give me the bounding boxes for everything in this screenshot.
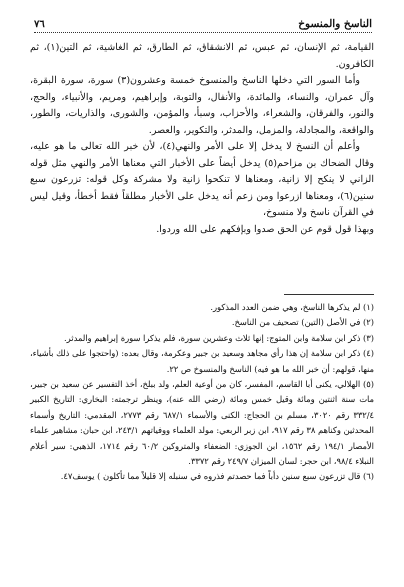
footnotes [30,300,374,485]
footnote: (٣) ذكر ابن سلامة وابن المتوج: إنها ثلاث وعشرين سورة، فلم يذكرا سورة إبراهيم والمدثر. [64,332,374,343]
page-header [34,12,372,33]
body-paragraph: وأعلم أن النسخ لا يدخل إلا على الأمر والنهي(٤)، لأن خبر الله تعالى ما هو عليه، وقال الضحاك بن مزاحم(٥) يدخل أيضاً على الأخبار التي معناها الأمر والنهي مثل قوله الزاني لا ينكح إلا زانية، ومعناها لا تنكحوا زانية ولا مشركة وكل قوله: تزرعون سبع سنين(٦)، ومعناها ازرعوا ومن زعم أنه يدخل على الأخبار مطلقاً فقط أخطأ، وقيل ليس في القرآن ناسخ ولا منسوخ، [30,141,374,218]
footnote: (١) لم يذكرها الناسخ، وهي ضمن العدد المذكور. [210,302,374,312]
body-paragraph: وبهذا قول قوم عن الحق صدوا وبإفكهم على الله وردوا. [156,223,374,235]
body-paragraph: وأما السور التي دخلها الناسخ والمنسوخ خمسة وعشرون(٣) سورة، سورة البقرة، وآل عمران، والنساء، والمائدة، والأنفال، والتوبة، وإبراهيم، ومريم، والأنبياء، والحج، والنور، والفرقان، والشعراء، والأحزاب، وسبأ، والمؤمن، والشورى، والذاريات، والطور، والواقعة، والمجادلة، والمزمل، والمدثر، والتكوير، والعصر. [30,75,374,136]
main-text [30,40,374,238]
footnote: (٦) قال تزرعون سبع سنين دأباً فما حصدتم فذروه في سنبله إلا قليلاً مما تأكلون ) يوسف٤٧. [60,471,374,482]
footnote-divider [284,294,374,295]
page-number: ٧٦ [34,19,45,30]
running-title: الناسخ والمنسوخ [298,18,372,30]
footnote: (٢) في الأصل (التين) تصحيف من الناسخ. [231,317,374,328]
footnote: (٥) الهلالي، يكنى أبا القاسم، المفسر، كان من أوعية العلم، ولد ببلخ، أخذ التفسير عن سعيد بن جبير، مات سنة اثنتين ومائة وقيل خمس ومائة (رضي الله عنه)، وينظر ترجمته: البخاري: التاريخ الكبير ٣٣٢/٤ رقم ٣٠٢٠، مسلم بن الحجاج: الكنى والأسماء ٦٨٧/١ رقم ٢٧٧٣، المقدمي: التاريخ وأسماء المحدثين وكناهم ٣٨ رقم ٩١٧، ابن زبر الربعي: مولد العلماء ووفياتهم ٢٤٣/١، ابن حبان: مشاهير علماء الأمصار ١٩٤/١ رقم ١٥٦٢، ابن الجوزي: الضعفاء والمتروكين ٦٠/٢ رقم ١٧١٤، الذهبي: سير أعلام النبلاء ٩٨/٤، ابن حجر: لسان الميزان ٢٤٩/٧ رقم ٣٣٧٢. [30,379,374,467]
footnote: (٤) ذكر ابن سلامة إن هذا رأي مجاهد وسعيد بن جبير وعكرمة، وقال بعده: (واحتجوا على ذلك بأشياء، منها، قولهم: أن خبر الله ما هو فيه) الناسخ والمنسوخ ص ٢٢. [30,348,374,374]
body-paragraph: القيامة، ثم الإنسان، ثم عبس، ثم الانشقاق، ثم الطارق، ثم الغاشية، ثم التين(١)، ثم الكافرون. [30,42,374,70]
